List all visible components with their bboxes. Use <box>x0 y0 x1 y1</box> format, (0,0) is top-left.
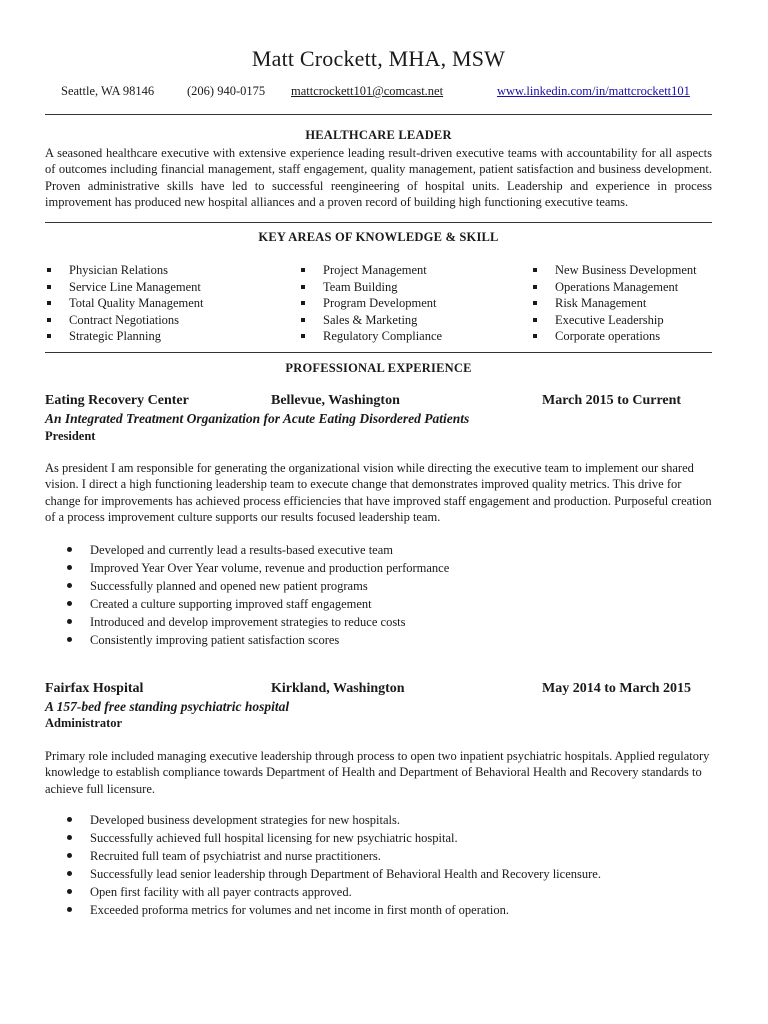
job-bullets <box>45 811 712 919</box>
job-location: Kirkland, Washington <box>271 681 405 696</box>
job-dates: May 2014 to March 2015 <box>542 681 692 696</box>
divider <box>45 352 712 353</box>
skill-item: Operations Management <box>531 279 697 296</box>
skill-item: Service Line Management <box>45 279 204 296</box>
bullet-item: Successfully planned and opened new patient programs <box>45 577 712 595</box>
bullet-item: Open first facility with all payer contracts approved. <box>45 883 712 901</box>
skill-item: Sales & Marketing <box>299 312 442 329</box>
location: Seattle, WA 98146 <box>61 84 155 98</box>
job-company: Eating Recovery Center <box>45 393 189 408</box>
summary-text: A seasoned healthcare executive with extensive experience leading result-driven executive teams with accountability for all aspects of outcomes including financial management, staff engagement, quality management, patient satisfaction and business development. Proven administrative skills have led to successful reengineering of hospital units. Leadership and experience in process improvement has produced new hospital alliances and a proven record of building high functioning executive teams. <box>45 146 712 210</box>
job-tagline: An Integrated Treatment Organization for Acute Eating Disordered Patients <box>45 411 470 426</box>
bullet-item: Consistently improving patient satisfaction scores <box>45 631 712 649</box>
skill-item: Program Development <box>299 295 442 312</box>
job-header <box>45 681 712 699</box>
bullet-item: Developed business development strategies for new hospitals. <box>45 811 712 829</box>
job-tagline: A 157-bed free standing psychiatric hospital <box>45 699 290 714</box>
job-header <box>45 393 712 411</box>
job-description: Primary role included managing executive leadership through process to open two inpatient psychiatric hospitals. Applied regulatory knowledge to establish compliance towards Department of Health and Department of Behavioral Health and Recovery standards to achieve full licensure. <box>45 749 710 796</box>
phone: (206) 940-0175 <box>187 84 266 98</box>
skill-item: Executive Leadership <box>531 312 697 329</box>
job-location: Bellevue, Washington <box>271 393 400 408</box>
skill-item: Risk Management <box>531 295 697 312</box>
divider <box>45 222 712 223</box>
job-dates: March 2015 to Current <box>542 393 682 408</box>
skills-column <box>299 262 442 345</box>
linkedin-link[interactable]: www.linkedin.com/in/mattcrockett101 <box>497 84 690 98</box>
summary-title: HEALTHCARE LEADER <box>305 128 452 142</box>
candidate-name: Matt Crockett, MHA, MSW <box>251 46 506 71</box>
job-role: President <box>45 429 96 443</box>
skill-item: Total Quality Management <box>45 295 204 312</box>
bullet-item: Exceeded proforma metrics for volumes and net income in first month of operation. <box>45 901 712 919</box>
divider <box>45 114 712 115</box>
job-description: As president I am responsible for generating the organizational vision while directing the executive team to implement our shared vision. I direct a high functioning leadership team to execute change that demonstrates improved quality metrics. This drive for change for improvements has achieved process efficiencies that have improved staff engagement and production. Purposeful creation of a process improvement culture supports our results focused leadership team. <box>45 461 712 525</box>
bullet-item: Successfully achieved full hospital licensing for new psychiatric hospital. <box>45 829 712 847</box>
job-role: Administrator <box>45 716 123 730</box>
bullet-item: Developed and currently lead a results-based executive team <box>45 541 712 559</box>
bullet-item: Recruited full team of psychiatrist and nurse practitioners. <box>45 847 712 865</box>
experience-title: PROFESSIONAL EXPERIENCE <box>285 361 472 375</box>
skill-item: Physician Relations <box>45 262 204 279</box>
bullet-item: Introduced and develop improvement strategies to reduce costs <box>45 613 712 631</box>
bullet-item: Successfully lead senior leadership through Department of Behavioral Health and Recovery licensure. <box>45 865 712 883</box>
skill-item: Regulatory Compliance <box>299 328 442 345</box>
bullet-item: Improved Year Over Year volume, revenue and production performance <box>45 559 712 577</box>
job-company: Fairfax Hospital <box>45 681 144 696</box>
skill-item: Strategic Planning <box>45 328 204 345</box>
skills-column <box>531 262 697 345</box>
job-bullets <box>45 541 712 649</box>
skills-column <box>45 262 204 345</box>
bullet-item: Created a culture supporting improved staff engagement <box>45 595 712 613</box>
skill-item: Corporate operations <box>531 328 697 345</box>
email: mattcrockett101@comcast.net <box>291 84 444 98</box>
skills-title: KEY AREAS OF KNOWLEDGE & SKILL <box>258 230 499 244</box>
skill-item: Contract Negotiations <box>45 312 204 329</box>
skill-item: New Business Development <box>531 262 697 279</box>
skill-item: Project Management <box>299 262 442 279</box>
skill-item: Team Building <box>299 279 442 296</box>
contact-line <box>45 84 712 100</box>
